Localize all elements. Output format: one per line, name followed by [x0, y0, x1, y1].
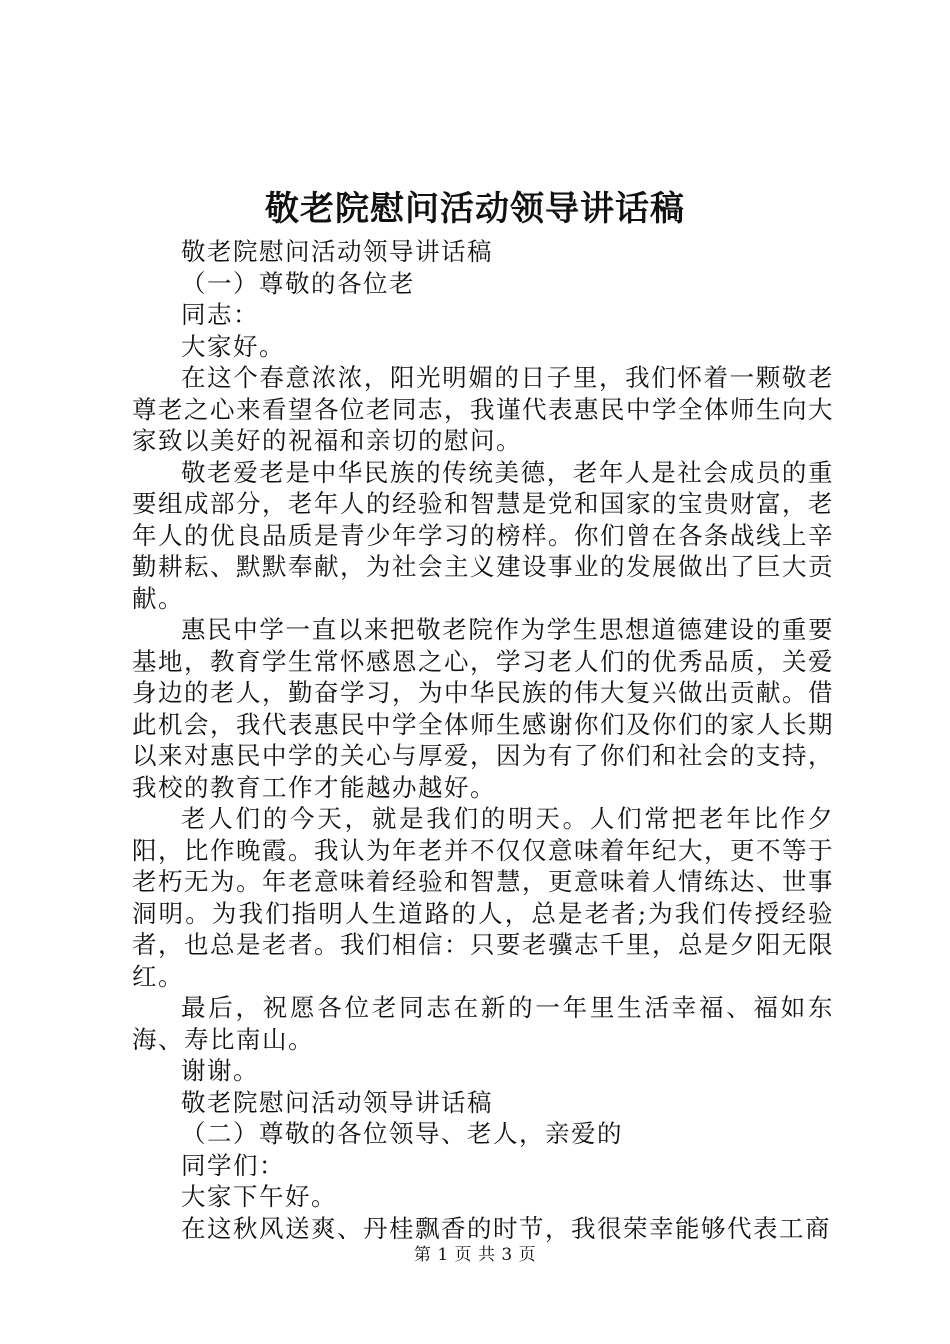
- paragraph: 敬老爱老是中华民族的传统美德，老年人是社会成员的重要组成部分，老年人的经验和智慧是党和国家的宝贵财富，老年人的优良品质是青少年学习的榜样。你们曾在各条战线上辛勤耕耘、默默奉献，为社会主义建设事业的发展做出了巨大贡献。: [132, 457, 834, 613]
- paragraph: 大家下午好。: [181, 1182, 337, 1211]
- paragraph: 同学们：: [181, 1150, 285, 1180]
- paragraph: 谢谢。: [181, 1056, 259, 1085]
- paragraph: 在这个春意浓浓，阳光明媚的日子里，我们怀着一颗敬老尊老之心来看望各位老同志，我谨代表惠民中学全体师生向大家致以美好的祝福和亲切的慰问。: [132, 363, 834, 455]
- paragraph: 大家好。: [181, 331, 285, 361]
- document-body: [132, 236, 834, 1244]
- paragraph: （二）尊敬的各位领导、老人，亲爱的: [181, 1119, 623, 1148]
- paragraph: 在这秋风送爽、丹桂飘香的时节，我很荣幸能够代表工商: [181, 1213, 831, 1243]
- page-number-footer: 第 1 页 共 3 页: [413, 1245, 537, 1265]
- paragraph: 最后，祝愿各位老同志在新的一年里生活幸福、福如东海、寿比南山。: [132, 993, 834, 1054]
- document-title: 敬老院慰问活动领导讲话稿: [265, 189, 685, 229]
- paragraph: 惠民中学一直以来把敬老院作为学生思想道德建设的重要基地，教育学生常怀感恩之心，学习老人们的优秀品质，关爱身边的老人，勤奋学习，为中华民族的伟大复兴做出贡献。借此机会，我代表惠民中学全体师生感谢你们及你们的家人长期以来对惠民中学的关心与厚爱，因为有了你们和社会的支持，我校的教育工作才能越办越好。: [132, 615, 834, 802]
- paragraph: （一）尊敬的各位老: [181, 268, 415, 298]
- paragraph: 同志：: [181, 300, 259, 329]
- paragraph: 敬老院慰问活动领导讲话稿: [181, 237, 493, 266]
- paragraph: 老人们的今天，就是我们的明天。人们常把老年比作夕阳，比作晚霞。我认为年老并不仅仅意味着年纪大，更不等于老朽无为。年老意味着经验和智慧，更意味着人情练达、世事洞明。为我们指明人生道路的人，总是老者;为我们传授经验者，也总是老者。我们相信：只要老骥志千里，总是夕阳无限红。: [132, 804, 834, 991]
- paragraph: 敬老院慰问活动领导讲话稿: [181, 1087, 493, 1117]
